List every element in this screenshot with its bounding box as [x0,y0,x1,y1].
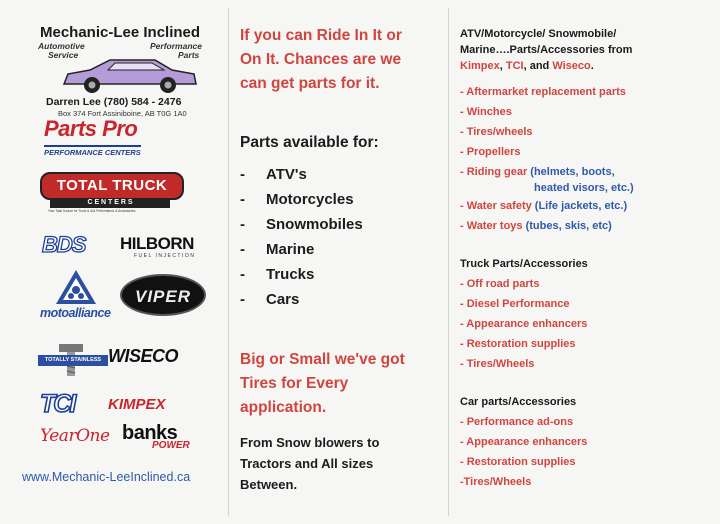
website-link[interactable]: www.Mechanic-LeeInclined.ca [22,470,191,484]
bds-logo: BDS [42,232,86,257]
list-item: - Performance ad-ons [460,416,574,428]
right-column [448,0,720,524]
list-item: - Tires/Wheels [460,358,535,370]
kimpex-logo [108,396,198,418]
brand-end: . [590,60,594,72]
atv-heading-line-2: Marine….Parts/Accessories from [460,44,633,56]
hilborn-logo: HILBORN [120,234,194,253]
truck-heading: Truck Parts/Accessories [460,258,588,270]
brand-tci: TCI [505,60,524,72]
brand-kimpex: Kimpex [460,60,500,72]
atv-item-text: - Winches [460,106,512,118]
total-truck-tagline: Your Total Source for Truck & 4x4 Performance & Accessories [48,209,136,213]
parts-pro-name: Parts Pro [44,116,138,141]
vehicle-motorcycles: Motorcycles [266,191,354,208]
atv-item-extra: (Life jackets, etc.) [534,200,628,212]
headline [240,24,402,96]
list-item [460,84,715,104]
tires-line-1: Big or Small we've got [240,351,405,368]
hilborn-sub: FUEL INJECTION [134,253,196,259]
list-item: - Motorcycles [240,191,354,208]
address-line: Box 374 Fort Assiniboine, AB T0G 1A0 [58,109,187,118]
banks-logo [122,422,202,456]
list-item: - Appearance enhancers [460,318,588,330]
totally-stainless-logo [38,344,108,378]
logo-service: Service [48,50,79,60]
contact-line: Darren Lee (780) 584 - 2476 [46,96,182,108]
tci-name: TCI [40,390,75,418]
list-item [460,144,715,164]
snow-line-3: Between. [240,477,298,492]
tires-headline [240,348,405,420]
car-list [460,414,587,494]
total-truck-logo [40,166,182,214]
list-item: - Trucks [240,266,315,283]
viper-logo [120,274,206,316]
atv-heading-line-1: ATV/Motorcycle/ Snowmobile/ [460,28,617,40]
list-item [460,124,715,144]
list-item: - Snowmobiles [240,216,363,233]
vehicle-list [240,166,363,316]
list-item: - ATV's [240,166,307,183]
list-item [460,164,715,198]
logo-column [0,0,228,524]
list-item: - Cars [240,291,300,308]
parts-pro-logo [44,116,184,156]
tci-logo [40,390,90,418]
list-item: -Tires/Wheels [460,476,532,488]
atv-item-extra: (tubes, skis, etc) [525,220,612,232]
list-item: - Restoration supplies [460,338,576,350]
car-heading: Car parts/Accessories [460,396,577,408]
snow-line-1: From Snow blowers to [240,435,380,450]
wiseco-name: WISECO [108,346,179,366]
logo-automotive: Automotive [38,41,85,51]
list-item: - Marine [240,241,315,258]
tires-line-2: Tires for Every [240,375,349,392]
list-item [460,218,715,238]
vehicle-cars: Cars [266,291,300,308]
middle-column [228,0,448,524]
total-truck-name: TOTAL TRUCK [40,172,184,200]
year-one-name: YearOne [40,426,110,446]
brand-sep-1: , [499,60,506,72]
tires-line-3: application. [240,399,327,416]
parts-heading: Parts available for: [240,134,379,151]
atv-item-text: - Water toys [460,220,526,232]
snow-text [240,432,379,495]
truck-list [460,276,587,376]
atv-item-extra: (helmets, boots, [530,166,615,178]
muscle-car-icon [60,54,200,96]
brands-line [460,58,632,74]
bds-hilborn-logos [42,232,212,260]
atv-heading [460,26,632,74]
list-item [460,198,715,218]
atv-list [460,84,715,238]
headline-line-1: If you can Ride In It or [240,27,402,44]
brand-sep-2: , and [523,60,553,72]
vehicle-trucks: Trucks [266,266,315,283]
total-truck-sub: C E N T E R S [50,198,170,208]
list-item: - Diesel Performance [460,298,570,310]
headline-line-3: can get parts for it. [240,75,380,92]
viper-name: VIPER [120,274,206,316]
logo-parts: Parts [178,50,200,60]
vehicle-marine: Marine [266,241,315,258]
year-one-logo [40,426,120,452]
kimpex-name: KIMPEX [108,396,166,413]
parts-pro-sub: PERFORMANCE CENTERS [44,145,141,157]
list-item: - Off road parts [460,278,540,290]
motoalliance-logo [38,268,118,322]
atv-item-text: - Riding gear [460,166,531,178]
atv-item-text: - Propellers [460,146,521,158]
snow-line-2: Tractors and All sizes [240,456,374,471]
motoalliance-name: motoalliance [40,306,111,320]
mechanic-lee-name: Mechanic-Lee Inclined [40,24,201,41]
list-item [460,104,715,124]
atv-item-extra-2: heated visors, etc.) [534,182,634,194]
logo-performance: Performance [150,41,202,51]
atv-item-text: - Aftermarket replacement parts [460,86,626,98]
list-item: - Restoration supplies [460,456,576,468]
banks-power: POWER [152,440,190,451]
banks-name: banks [122,422,178,444]
atv-item-text: - Water safety [460,200,535,212]
headline-line-2: On It. Chances are we [240,51,402,68]
motoalliance-triangle-icon [54,268,98,306]
totally-stainless-name: TOTALLY STAINLESS [38,355,108,366]
mechanic-lee-logo [30,24,220,124]
vehicle-snowmobiles: Snowmobiles [266,216,363,233]
brand-wiseco: Wiseco [552,60,591,72]
atv-item-text: - Tires/wheels [460,126,533,138]
wiseco-logo [108,346,198,370]
vehicle-atv: ATV's [266,166,307,183]
list-item: - Appearance enhancers [460,436,588,448]
